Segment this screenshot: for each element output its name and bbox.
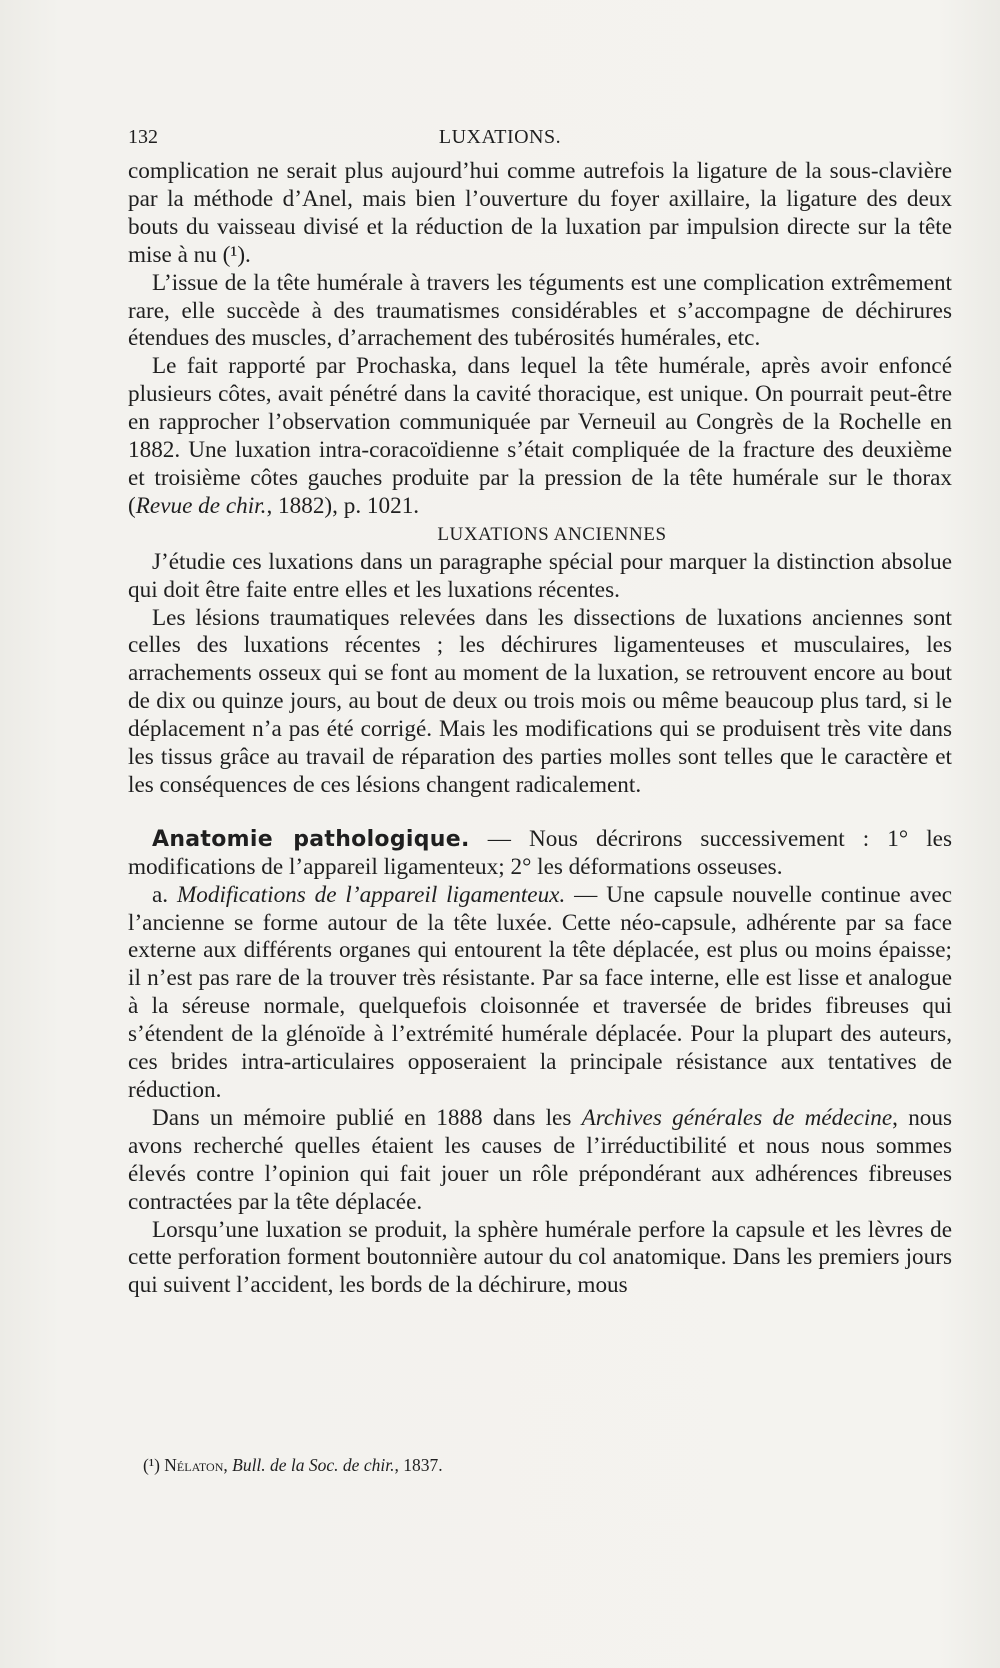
footnote-separator: , <box>223 1455 233 1475</box>
paragraph-8-text-a: Dans un mémoire publié en 1888 dans les <box>152 1104 582 1131</box>
paragraph-3-text-b: , 1882), p. 1021. <box>266 492 420 519</box>
paragraph-7 <box>128 882 952 1105</box>
body-text <box>128 158 952 1300</box>
running-head <box>128 126 872 154</box>
paragraph-3 <box>128 353 952 520</box>
paragraph-3-citation: Revue de chir. <box>135 492 267 519</box>
section-heading: LUXATIONS ANCIENNES <box>437 523 667 545</box>
running-title: LUXATIONS. <box>438 126 562 148</box>
paragraph-7-label: a. <box>152 881 177 908</box>
paragraph-7-subtitle: Modifications de l’appareil ligamenteux. <box>176 881 566 908</box>
paragraph-3-text-a: Le fait rapporté par Prochaska, dans lequel la tête humérale, après avoir enfoncé plusieurs côtes, avait pénétré dans la cavité thoracique, est unique. On pourrait peut-être en rapprocher l’observation communiquée par Verneuil au Congrès de la Rochelle en 1882. Une luxation intra-coracoïdienne s’était compliquée de la fracture des deuxième et troisième côtes gauches produite par la pression de la tête humérale sur le thorax ( <box>128 353 952 519</box>
footnote <box>143 1455 923 1476</box>
paragraph-9: Lorsqu’une luxation se produit, la sphère humérale perfore la capsule et les lèvres de cette perforation forment boutonnière autour du col anatomique. Dans les premiers jours qui suivent l’accident, les bords de la déchirure, mous <box>128 1216 952 1299</box>
footnote-marker: (¹) <box>143 1455 165 1475</box>
subsection-title: Anatomie pathologique. <box>152 826 470 852</box>
paragraph-8-journal: Archives générales de médecine <box>581 1104 893 1131</box>
paragraph-4: J’étudie ces luxations dans un paragraphe spécial pour marquer la distinction absolue qui doit être faite entre elles et les luxations récentes. <box>128 548 952 603</box>
paragraph-8 <box>128 1105 952 1217</box>
footnote-author: Nélaton <box>164 1455 224 1475</box>
paragraph-1: complication ne serait plus aujourd’hui comme autrefois la ligature de la sous-clavière par la méthode d’Anel, mais bien l’ouverture du foyer axillaire, la ligature des deux bouts du vaisseau divisé et la réduction de la luxation par impulsion directe sur la tête mise à nu (¹). <box>128 158 952 268</box>
paragraph-8-text-b: , nous avons recherché quelles étaient les causes de l’irréductibilité et nous nous sommes élevés contre l’opinion qui fait jouer un rôle prépondérant aux adhérences fibreuses contractées par la tête déplacée. <box>128 1104 952 1215</box>
paragraph-6-text: — Nous décrirons successivement : 1° les modifications de l’appareil ligamenteux; 2° les déformations osseuses. <box>128 825 952 880</box>
footnote-source: Bull. de la Soc. de chir. <box>232 1455 395 1475</box>
paragraph-5: Les lésions traumatiques relevées dans les dissections de luxations anciennes sont celles des luxations récentes ; les déchirures ligamenteuses et musculaires, les arrachements osseux qui se font au moment de la luxation, se retrouvent encore au bout de dix ou quinze jours, au bout de deux ou trois mois ou même beaucoup plus tard, si le déplacement n’a pas été corrigé. Mais les modifications qui se produisent très vite dans les tissus grâce au travail de réparation des parties molles sont telles que le caractère et les conséquences de ces lésions changent radicalement. <box>128 604 952 798</box>
paragraph-2: L’issue de la tête humérale à travers les téguments est une complication extrêmement rare, elle succède à des traumatismes considérables et s’accompagne de déchirures étendues des muscles, d’arrachement des tubérosités humérales, etc. <box>128 269 952 352</box>
footnote-year: , 1837. <box>394 1455 443 1475</box>
paragraph-7-text: — Une capsule nouvelle continue avec l’ancienne se forme autour de la tête luxée. Cette néo-capsule, adhérente par sa face externe aux différents organes qui entourent la tête déplacée, est plus ou moins épaisse; il n’est pas rare de la trouver très résistante. Par sa face interne, elle est lisse et analogue à la séreuse normale, quelquefois cloisonnée et traversée de brides fibreuses qui s’étendent de la glénoïde à l’extrémité humérale déplacée. Pour la plupart des auteurs, ces brides intra-articulaires opposeraient la principale résistance aux tentatives de réduction. <box>128 881 952 1103</box>
paragraph-6 <box>128 826 952 882</box>
page-number: 132 <box>128 126 158 148</box>
